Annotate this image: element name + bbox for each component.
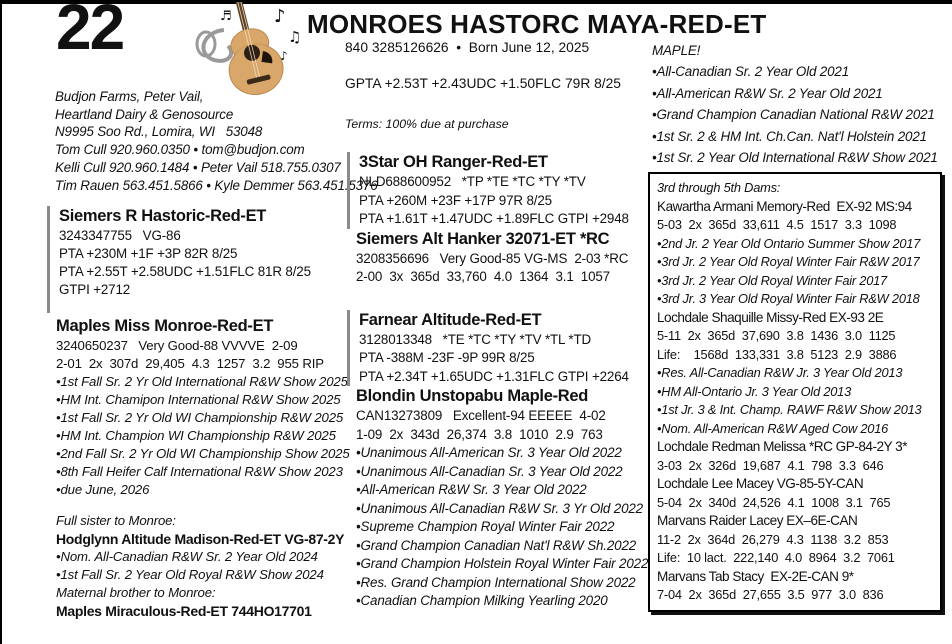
text-line: Tim Rauen 563.451.5866 • Kyle Demmer 563.451.5376 (55, 177, 378, 193)
page-top-rule (0, 0, 952, 4)
text-line: •Unanimous All-American Sr. 3 Year Old 2022 (356, 445, 622, 460)
text-line: •3rd Jr. 2 Year Old Royal Winter Fair R&W 2017 (657, 254, 920, 269)
text-line: •All-American R&W Sr. 3 Year Old 2022 (356, 482, 587, 497)
text-line: •Canadian Champion Milking Yearling 2020 (356, 593, 608, 608)
text-line: •1st Fall Sr. 2 Yr Old International R&W Show 2025 (56, 374, 348, 389)
text-line: •3rd Jr. 2 Year Old Royal Winter Fair 2017 (657, 272, 887, 288)
text-line: Marvans Raider Lacey EX–6E-CAN (657, 513, 858, 528)
text-line: PTA +260M +23F +17P 97R 8/25 (359, 192, 552, 208)
registration-line: 840 3285126626 • Born June 12, 2025 (345, 40, 590, 55)
text-line: PTA -388M -23F -9P 99R 8/25 (359, 350, 535, 365)
maternal-grandsire-block (347, 310, 647, 387)
paternal-granddam-block (347, 229, 647, 287)
text-line: Maternal brother to Monroe: (56, 585, 216, 600)
sire-name: Siemers R Hastoric-Red-ET (59, 207, 267, 225)
text-line: 3-03 2x 326d 19,687 4.1 798 3.3 646 (657, 457, 884, 473)
text-line: Lochdale Shaquille Missy-Red EX-93 2E (657, 309, 884, 325)
gpta-line: GPTA +2.53T +2.43UDC +1.50FLC 79R 8/25 (345, 76, 621, 91)
text-line: Life: 1568d 133,331 3.8 5123 2.9 3886 (657, 346, 897, 362)
text-line: 3240650237 Very Good-88 VVVVE 2-09 (56, 338, 298, 353)
svg-text:♪: ♪ (274, 6, 286, 27)
text-line: •2nd Jr. 2 Year Old Ontario Summer Show 2017 (657, 235, 921, 251)
text-line: •Grand Champion Canadian National R&W 2021 (652, 107, 935, 123)
text-line: CAN13273809 Excellent-94 EEEEE 4-02 (356, 408, 606, 423)
text-line: Maples Miraculous-Red-ET 744HO17701 (56, 603, 312, 619)
maternal-granddam-block (347, 386, 647, 611)
animal-name: Blondin Unstopabu Maple-Red (356, 387, 589, 405)
text-line: GTPI +2712 (59, 282, 131, 297)
sire-block (47, 206, 359, 313)
text-line: PTA +230M +1F +3P 82R 8/25 (59, 246, 238, 261)
text-line: 11-2 2x 364d 26,279 4.3 1138 3.2 853 (657, 531, 889, 547)
text-line: 3243347755 VG-86 (59, 228, 181, 243)
text-line: •Nom. All-American R&W Aged Cow 2016 (657, 420, 889, 436)
text-line: Life: 10 lact. 222,140 4.0 8964 3.2 7061 (657, 550, 895, 565)
third-through-fifth-dams-box (648, 172, 942, 612)
text-line: •Nom. All-Canadian R&W Sr. 2 Year Old 2024 (56, 549, 318, 564)
animal-name: Siemers Alt Hanker 32071-ET *RC (356, 229, 610, 248)
svg-text:♬: ♬ (220, 9, 232, 24)
text-line: N9995 Soo Rd., Lomira, WI 53048 (55, 124, 263, 140)
grandparents-column (347, 152, 647, 611)
text-line: •Unanimous All-Canadian Sr. 3 Year Old 2022 (356, 463, 623, 479)
text-line: •Grand Champion Holstein Royal Winter Fair 2022 (356, 556, 649, 571)
text-line: Lochdale Lee Macey VG-85-5Y-CAN (657, 476, 864, 491)
animal-name-title: MONROES HASTORC MAYA-RED-ET (307, 9, 767, 39)
sire-records (59, 227, 359, 299)
text-line: •due June, 2026 (56, 482, 150, 497)
text-line: PTA +1.61T +1.47UDC +1.89FLC GTPI +2948 (359, 211, 629, 226)
maple-honors-title: MAPLE! (652, 43, 701, 58)
maple-honors-block (652, 40, 944, 168)
text-line: •Supreme Champion Royal Winter Fair 2022 (356, 519, 615, 534)
text-line: 5-11 2x 365d 37,690 3.8 1436 3.0 1125 (657, 328, 896, 343)
text-line: •All-Canadian Sr. 2 Year Old 2021 (652, 64, 850, 80)
text-line: Kelli Cull 920.960.1484 • Peter Vail 518.755.0307 (55, 159, 341, 175)
text-line: Heartland Dairy & Genosource (55, 106, 234, 122)
paternal-grandsire-block (347, 152, 647, 229)
consignor-info (55, 88, 378, 194)
text-line: PTA +2.55T +2.58UDC +1.51FLC 81R 8/25 (59, 264, 311, 279)
text-line: •8th Fall Heifer Calf International R&W Show 2023 (56, 464, 343, 479)
text-line: NLD688600952 *TP *TE *TC *TY *TV (359, 174, 586, 189)
dam-name: Maples Miss Monroe-Red-ET (56, 317, 274, 335)
text-line: Tom Cull 920.960.0350 • tom@budjon.com (55, 142, 305, 158)
relatives-block (56, 512, 358, 620)
text-line: •1st Sr. 2 & HM Int. Ch.Can. Nat'l Holstein 2021 (652, 128, 927, 144)
text-line: •HM All-Ontario Jr. 3 Year Old 2013 (657, 383, 852, 399)
text-line: 3208356696 Very Good-85 VG-MS 2-03 *RC (356, 250, 629, 266)
text-line: •3rd Jr. 3 Year Old Royal Winter Fair R&W 2018 (657, 291, 920, 306)
lot-number: 22 (56, 0, 124, 63)
animal-name: 3Star OH Ranger-Red-ET (359, 153, 548, 171)
text-line: •Res. Grand Champion International Show 2022 (356, 574, 636, 590)
svg-text:♪: ♪ (280, 49, 288, 63)
text-line: 3rd through 5th Dams: (657, 180, 781, 195)
page-left-rule (0, 0, 2, 644)
text-line: •1st Fall Sr. 2 Year Old Royal R&W Show 2024 (56, 567, 324, 582)
text-line: 2-01 2x 307d 29,405 4.3 1257 3.2 955 RIP (56, 356, 324, 371)
text-line: •1st Sr. 2 Year Old International R&W Show 2021 (652, 150, 938, 166)
text-line: 5-04 2x 340d 24,526 4.1 1008 3.1 765 (657, 494, 891, 510)
text-line: Hodglynn Altitude Madison-Red-ET VG-87-2Y (56, 531, 345, 547)
text-line: Kawartha Armani Memory-Red EX-92 MS:94 (657, 198, 912, 214)
text-line: Marvans Tab Stacy EX-2E-CAN 9* (657, 568, 854, 584)
dam-records (56, 337, 358, 499)
text-line: Full sister to Monroe: (56, 513, 176, 528)
text-line: 7-04 2x 365d 27,655 3.5 977 3.0 836 (657, 587, 884, 602)
animal-name: Farnear Altitude-Red-ET (359, 310, 542, 329)
text-line: •1st Jr. 3 & Int. Champ. RAWF R&W Show 2013 (657, 402, 922, 417)
text-line: 2-00 3x 365d 33,760 4.0 1364 3.1 1057 (356, 269, 610, 284)
text-line: Budjon Farms, Peter Vail, (55, 89, 204, 104)
text-line: 3128013348 *TE *TC *TY *TV *TL *TD (359, 331, 592, 347)
text-line: •HM Int. Chamipon International R&W Show 2025 (56, 392, 341, 407)
text-line: •1st Fall Sr. 2 Yr Old WI Championship R&W 2025 (56, 410, 344, 425)
text-line: •2nd Fall Sr. 2 Yr Old WI Championship Show 2025 (56, 446, 350, 461)
text-line: 5-03 2x 365d 33,611 4.5 1517 3.3 1098 (657, 217, 897, 232)
text-line: 1-09 2x 343d 26,374 3.8 1010 2.9 763 (356, 426, 603, 442)
terms-line: Terms: 100% due at purchase (345, 117, 509, 131)
text-line: •All-American R&W Sr. 2 Year Old 2021 (652, 85, 883, 101)
text-line: •Res. All-Canadian R&W Jr. 3 Year Old 2013 (657, 365, 903, 380)
dam-block (56, 316, 358, 499)
text-line: •Grand Champion Canadian Nat'l R&W Sh.2022 (356, 537, 637, 553)
text-line: •Unanimous All-Canadian R&W Sr. 3 Yr Old 2022 (356, 500, 643, 516)
text-line: Lochdale Redman Melissa *RC GP-84-2Y 3* (657, 439, 907, 454)
text-line: •HM Int. Champion WI Championship R&W 2025 (56, 428, 336, 443)
svg-text:♫: ♫ (288, 28, 302, 46)
spacer (347, 287, 647, 310)
text-line: PTA +2.34T +1.65UDC +1.31FLC GTPI +2264 (359, 368, 629, 384)
